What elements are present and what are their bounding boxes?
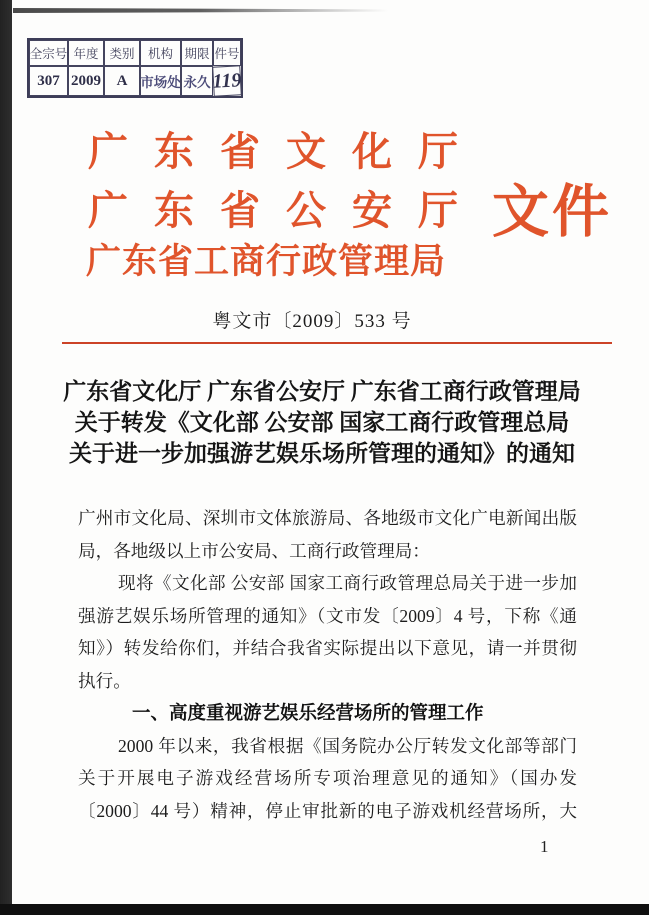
body-line: 执行。 [78,670,131,691]
stamp-value-qixian: 永久 [181,66,213,96]
archive-stamp-table [27,38,243,98]
scan-edge-left [0,0,12,915]
stamp-value-quanzonghao: 307 [29,66,68,96]
letterhead-org-industry-commerce-bureau: 广东省工商行政管理局 [86,242,447,281]
document-title [12,376,632,469]
body-line: 2000 年以来，我省根据《国务院办公厅转发文化部等部门 [118,735,577,756]
body-line: 局，各地级以上市公安局、工商行政管理局： [78,540,430,561]
red-divider-rule [62,342,612,344]
document-title-line-2: 关于转发《文化部 公安部 国家工商行政管理总局 [74,410,570,435]
body-line: 关于开展电子游戏经营场所专项治理意见的通知》（国办发 [78,768,577,788]
scan-artifact-line [13,8,388,13]
reference-number: 粤文市〔2009〕533 号 [212,311,412,332]
body-line: 知》）转发给你们，并结合我省实际提出以下意见，请一并贯彻 [78,638,577,658]
page-number: 1 [540,837,549,856]
stamp-header-jigou: 机构 [140,40,181,66]
stamp-header-qixian: 期限 [181,40,213,66]
stamp-value-leibie: A [104,66,140,96]
stamp-value-jianhao-handwritten: 119 [212,65,242,96]
letterhead-org-culture-dept: 广东省文化厅 [88,129,484,174]
document-title-line-3: 关于进一步加强游艺娱乐场所管理的通知》的通知 [69,441,575,466]
stamp-header-leibie: 类别 [104,40,140,66]
body-line: 广州市文化局、深圳市文体旅游局、各地级市文化广电新闻出版 [78,508,577,528]
stamp-header-jianhao: 件号 [213,40,241,66]
document-title-line-1: 广东省文化厅 广东省公安厅 广东省工商行政管理局 [63,379,581,404]
letterhead-doc-type-label: 文件 [492,181,612,244]
letterhead-org-public-security-dept: 广东省公安厅 [88,188,484,233]
body-line: 强游艺娱乐场所管理的通知》（文市发〔2009〕4 号，下称《通 [78,605,577,626]
stamp-value-jigou: 市场处 [140,66,181,96]
document-body [78,502,577,827]
stamp-header-quanzonghao: 全宗号 [29,40,68,66]
stamp-header-niandu: 年度 [68,40,104,66]
body-section-heading: 一、高度重视游艺娱乐经营场所的管理工作 [132,702,484,723]
scan-edge-bottom [0,904,649,915]
body-line: 现将《文化部 公安部 国家工商行政管理总局关于进一步加 [118,573,577,593]
body-line: 〔2000〕44 号）精神，停止审批新的电子游戏机经营场所，大 [78,800,577,821]
stamp-value-niandu: 2009 [68,66,104,96]
